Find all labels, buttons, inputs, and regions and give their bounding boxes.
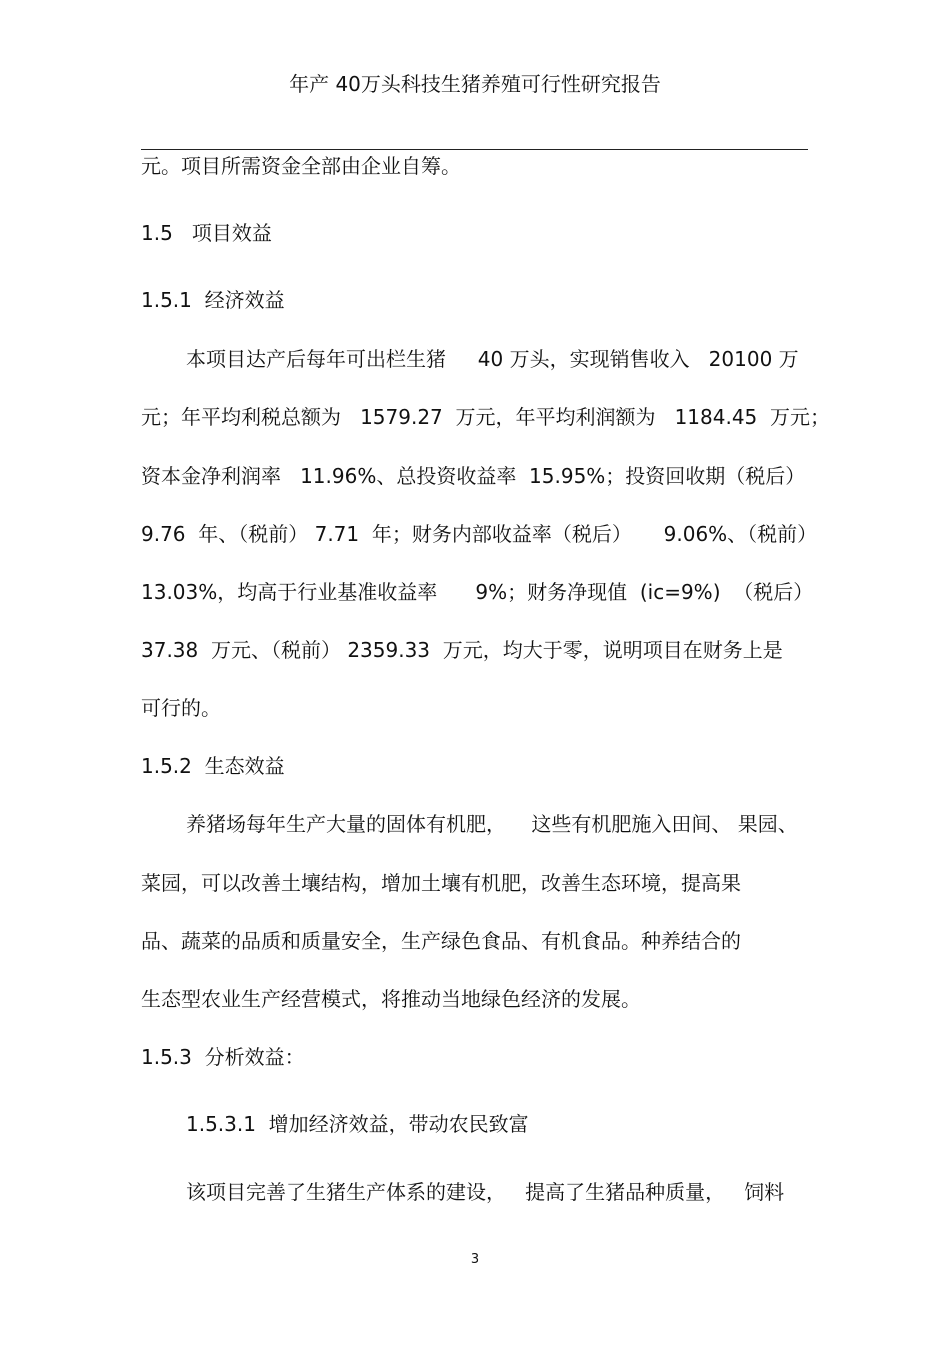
paragraph-line: 13.03%，均高于行业基准收益率 9%；财务净现值 (ic=9%) （税后） (141, 580, 814, 604)
header-divider (141, 149, 808, 150)
paragraph-line: 本项目达产后每年可出栏生猪 40 万头，实现销售收入 20100 万 (186, 347, 799, 371)
paragraph-line: 资本金净利润率 11.96%、总投资收益率 15.95%；投资回收期（税后） (141, 464, 806, 488)
subsection-heading: 1.5.2 生态效益 (141, 754, 285, 778)
paragraph-line: 品、蔬菜的品质和质量安全，生产绿色食品、有机食品。种养结合的 (141, 929, 741, 953)
paragraph-line: 菜园，可以改善土壤结构，增加土壤有机肥，改善生态环境，提高果 (141, 871, 741, 895)
paragraph-line: 9.76 年、（税前） 7.71 年；财务内部收益率（税后） 9.06%、（税前） (141, 522, 818, 546)
paragraph-line: 养猪场每年生产大量的固体有机肥， 这些有机肥施入田间、 果园、 (186, 812, 798, 836)
paragraph-line: 该项目完善了生猪生产体系的建设， 提高了生猪品种质量， 饲料 (186, 1180, 785, 1204)
page-number: 3 (470, 1252, 480, 1267)
paragraph-line: 生态型农业生产经营模式，将推动当地绿色经济的发展。 (141, 987, 641, 1011)
body-text-line: 元。项目所需资金全部由企业自筹。 (141, 154, 461, 178)
subsection-heading: 1.5.1 经济效益 (141, 288, 285, 312)
paragraph-line: 37.38 万元、（税前） 2359.33 万元，均大于零，说明项目在财务上是 (141, 638, 783, 662)
subsubsection-heading: 1.5.3.1 增加经济效益，带动农民致富 (186, 1112, 529, 1136)
paragraph-line: 可行的。 (141, 696, 221, 720)
page-header-title: 年产 40万头科技生猪养殖可行性研究报告 (289, 72, 661, 96)
subsection-heading: 1.5.3 分析效益： (141, 1045, 305, 1069)
section-heading: 1.5 项目效益 (141, 221, 272, 245)
paragraph-line: 元；年平均利税总额为 1579.27 万元，年平均利润额为 1184.45 万元； (141, 405, 830, 429)
